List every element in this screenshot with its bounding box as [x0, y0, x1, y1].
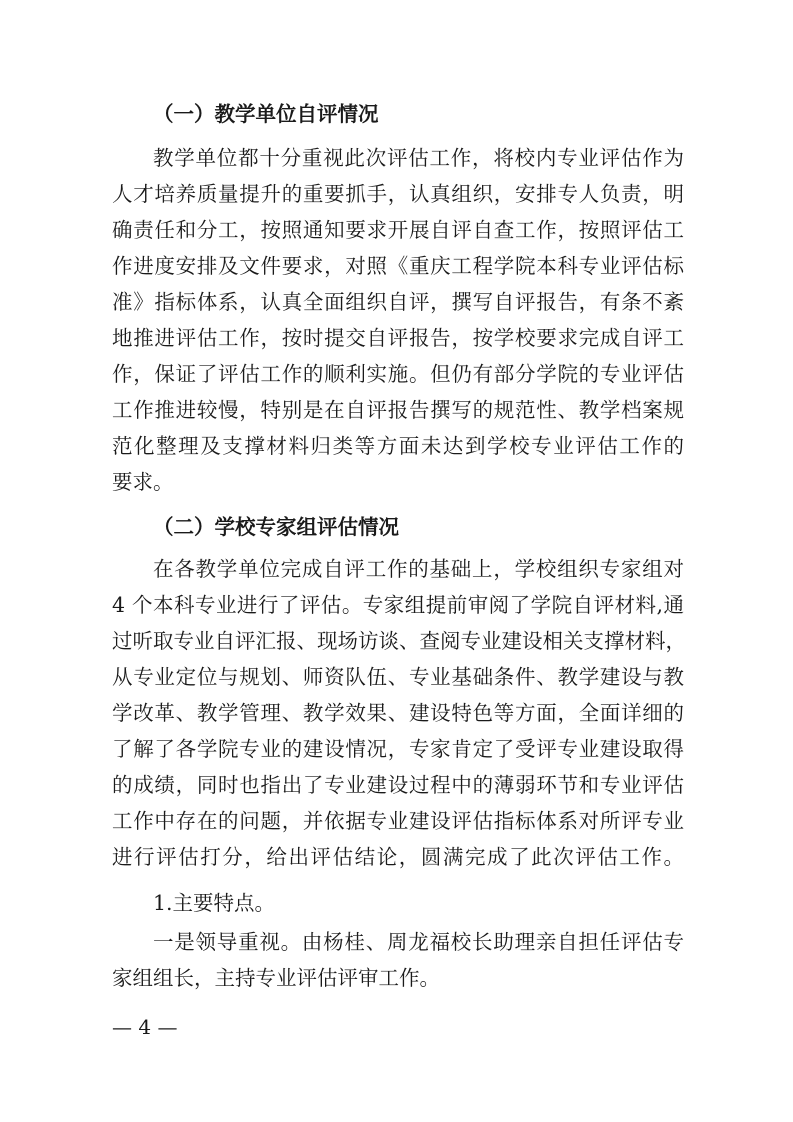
section-2-line-4: 学改革、教学管理、教学效果、建设特色等方面，全面详细的 [112, 701, 684, 725]
section-1-line-0: 教学单位都十分重视此次评估工作，将校内专业评估作为 [153, 146, 684, 170]
subsection-title: 1.主要特点。 [153, 891, 276, 915]
section-1-line-5: 地推进评估工作，按时提交自评报告，按学校要求完成自评工 [112, 326, 684, 350]
subsection-line-1: 家组组长，主持专业评估评审工作。 [112, 966, 440, 990]
section-2-line-7: 工作中存在的问题，并依据专业建设评估指标体系对所评专业 [112, 809, 684, 833]
section-1-line-4: 准》指标体系，认真全面组织自评，撰写自评报告，有条不紊 [112, 290, 684, 314]
section-2-line-6: 的成绩，同时也指出了专业建设过程中的薄弱环节和专业评估 [112, 773, 684, 797]
subsection-line-0: 一是领导重视。由杨桂、周龙福校长助理亲自担任评估专 [153, 930, 684, 954]
section-1-line-3: 作进度安排及文件要求，对照《重庆工程学院本科专业评估标 [112, 254, 684, 278]
section-1-line-9: 要求。 [112, 470, 174, 494]
section-2-line-1: 4 个本科专业进行了评估。专家组提前审阅了学院自评材料,通 [112, 593, 684, 617]
section-2-line-2: 过听取专业自评汇报、现场访谈、查阅专业建设相关支撑材料， [112, 629, 686, 653]
section-1-line-7: 工作推进较慢，特别是在自评报告撰写的规范性、教学档案规 [112, 398, 684, 422]
section-1-line-6: 作，保证了评估工作的顺利实施。但仍有部分学院的专业评估 [112, 362, 684, 386]
section-2-line-0: 在各教学单位完成自评工作的基础上，学校组织专家组对 [153, 557, 684, 581]
section-1-line-1: 人才培养质量提升的重要抓手，认真组织，安排专人负责，明 [112, 182, 684, 206]
page-number: — 4 — [112, 1015, 178, 1039]
section-2-heading: （二）学校专家组评估情况 [153, 515, 399, 539]
section-2-line-5: 了解了各学院专业的建设情况，专家肯定了受评专业建设取得 [112, 737, 684, 761]
section-1-line-2: 确责任和分工，按照通知要求开展自评自查工作，按照评估工 [112, 218, 684, 242]
section-1-line-8: 范化整理及支撑材料归类等方面未达到学校专业评估工作的 [112, 434, 684, 458]
section-2-line-8: 进行评估打分，给出评估结论，圆满完成了此次评估工作。 [112, 845, 684, 869]
section-2-line-3: 从专业定位与规划、师资队伍、专业基础条件、教学建设与教 [112, 665, 684, 689]
section-1-heading: （一）教学单位自评情况 [153, 102, 379, 126]
